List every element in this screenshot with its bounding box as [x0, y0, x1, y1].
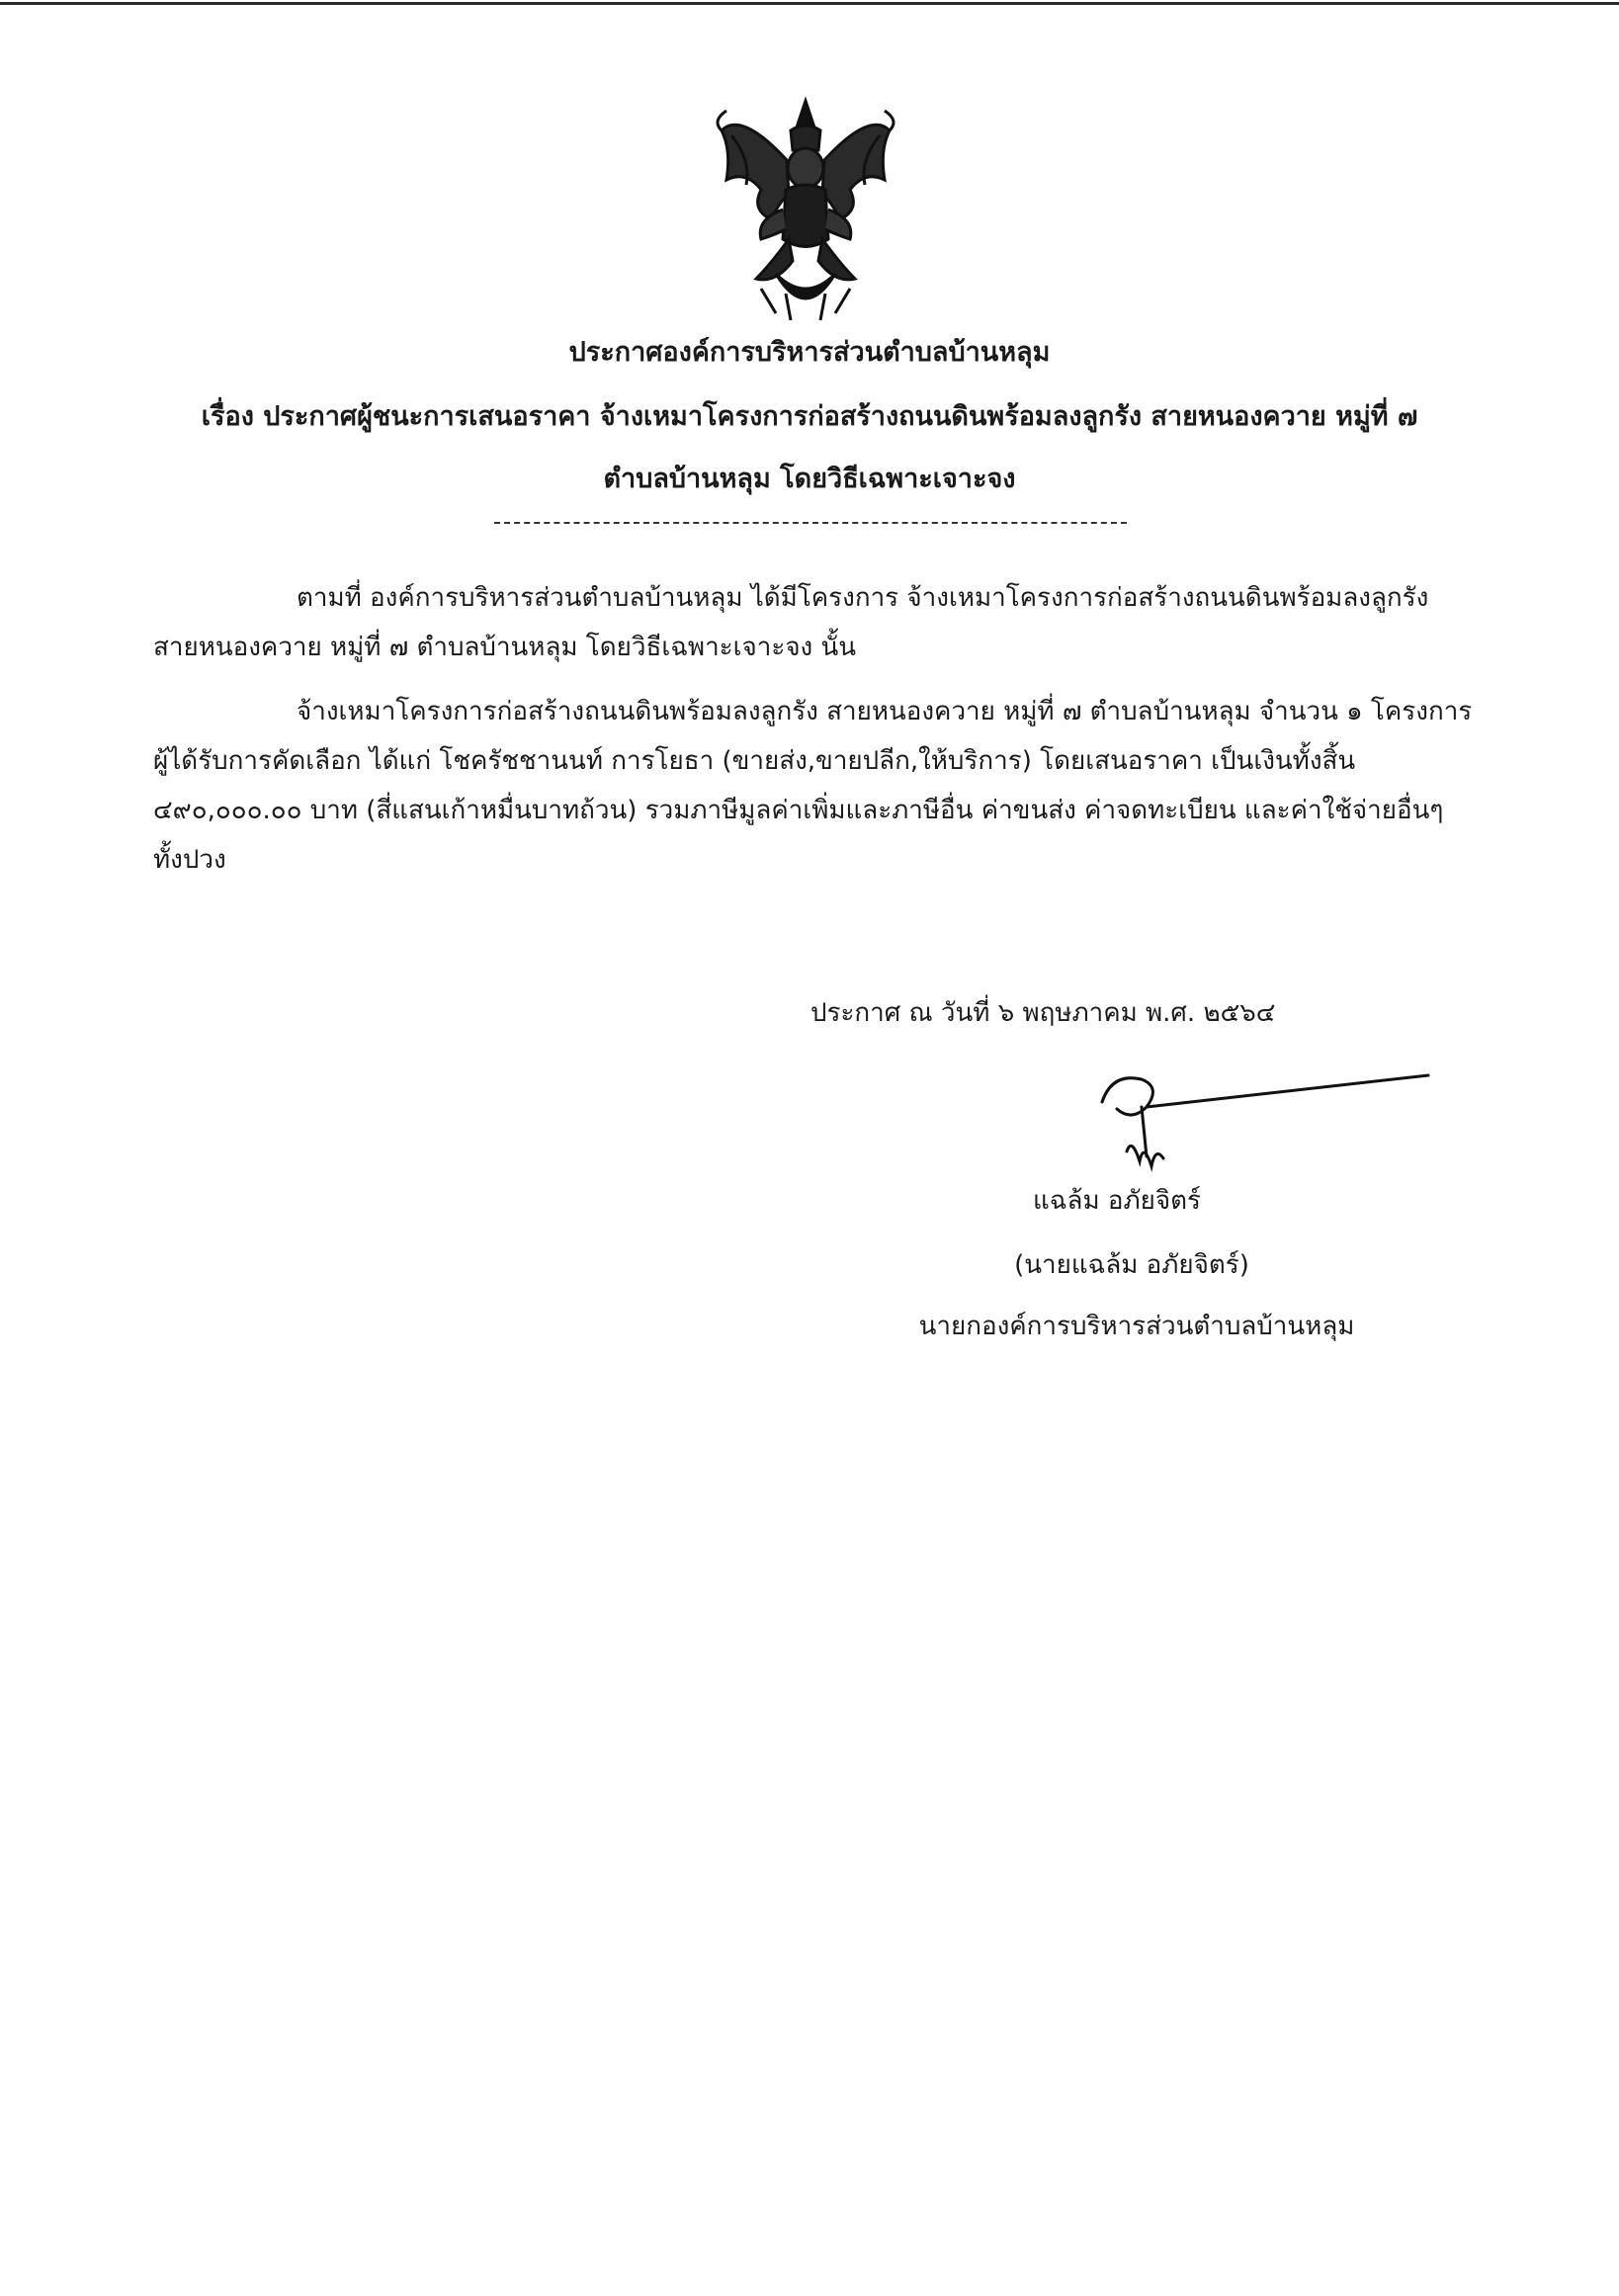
subject-line-1: เรื่อง ประกาศผู้ชนะการเสนอราคา จ้างเหมาโครงการก่อสร้างถนนดินพร้อมลงลูกรัง สายหนองควาย หมู่ที่ ๗: [201, 401, 1418, 432]
separator-line: [494, 522, 1127, 524]
signature-icon: [1072, 1067, 1438, 1196]
garuda-emblem-icon: [702, 91, 909, 328]
signer-full-name: (นายแฉล้ม อภัยจิตร์): [1014, 1250, 1249, 1280]
signer-position: นายกองค์การบริหารส่วนตำบลบ้านหลุม: [918, 1312, 1355, 1341]
signer-name: แฉล้ม อภัยจิตร์: [1033, 1186, 1201, 1216]
announcement-title: ประกาศองค์การบริหารส่วนตำบลบ้านหลุม: [568, 337, 1051, 368]
scan-edge-line: [0, 2, 1619, 5]
paragraph-2: จ้างเหมาโครงการก่อสร้างถนนดินพร้อมลงลูกรัง สายหนองควาย หมู่ที่ ๗ ตำบลบ้านหลุม จำนวน ๑ โครงการ ผู้ได้รับการคัดเลือก ได้แก่ โชครัชชานนท์ การโยธา (ขายส่ง,ขายปลีก,ให้บริการ) โดยเสนอราคา เป็นเงินทั้งสิ้น ๔๙๐,๐๐๐.๐๐ บาท (สี่แสนเก้าหมื่นบาทถ้วน) รวมภาษีมูลค่าเพิ่มและภาษีอื่น ค่าขนส่ง ค่าจดทะเบียน และค่าใช้จ่ายอื่นๆ ทั้งปวง: [153, 697, 1473, 875]
announce-date: ประกาศ ณ วันที่ ๖ พฤษภาคม พ.ศ. ๒๕๖๔: [810, 998, 1276, 1028]
subject-line-2: ตำบลบ้านหลุม โดยวิธีเฉพาะเจาะจง: [603, 464, 1016, 494]
paragraph-1: ตามที่ องค์การบริหารส่วนตำบลบ้านหลุม ได้มีโครงการ จ้างเหมาโครงการก่อสร้างถนนดินพร้อมลงลูกรัง สายหนองควาย หมู่ที่ ๗ ตำบลบ้านหลุม โดยวิธีเฉพาะเจาะจง นั้น: [153, 583, 1429, 662]
